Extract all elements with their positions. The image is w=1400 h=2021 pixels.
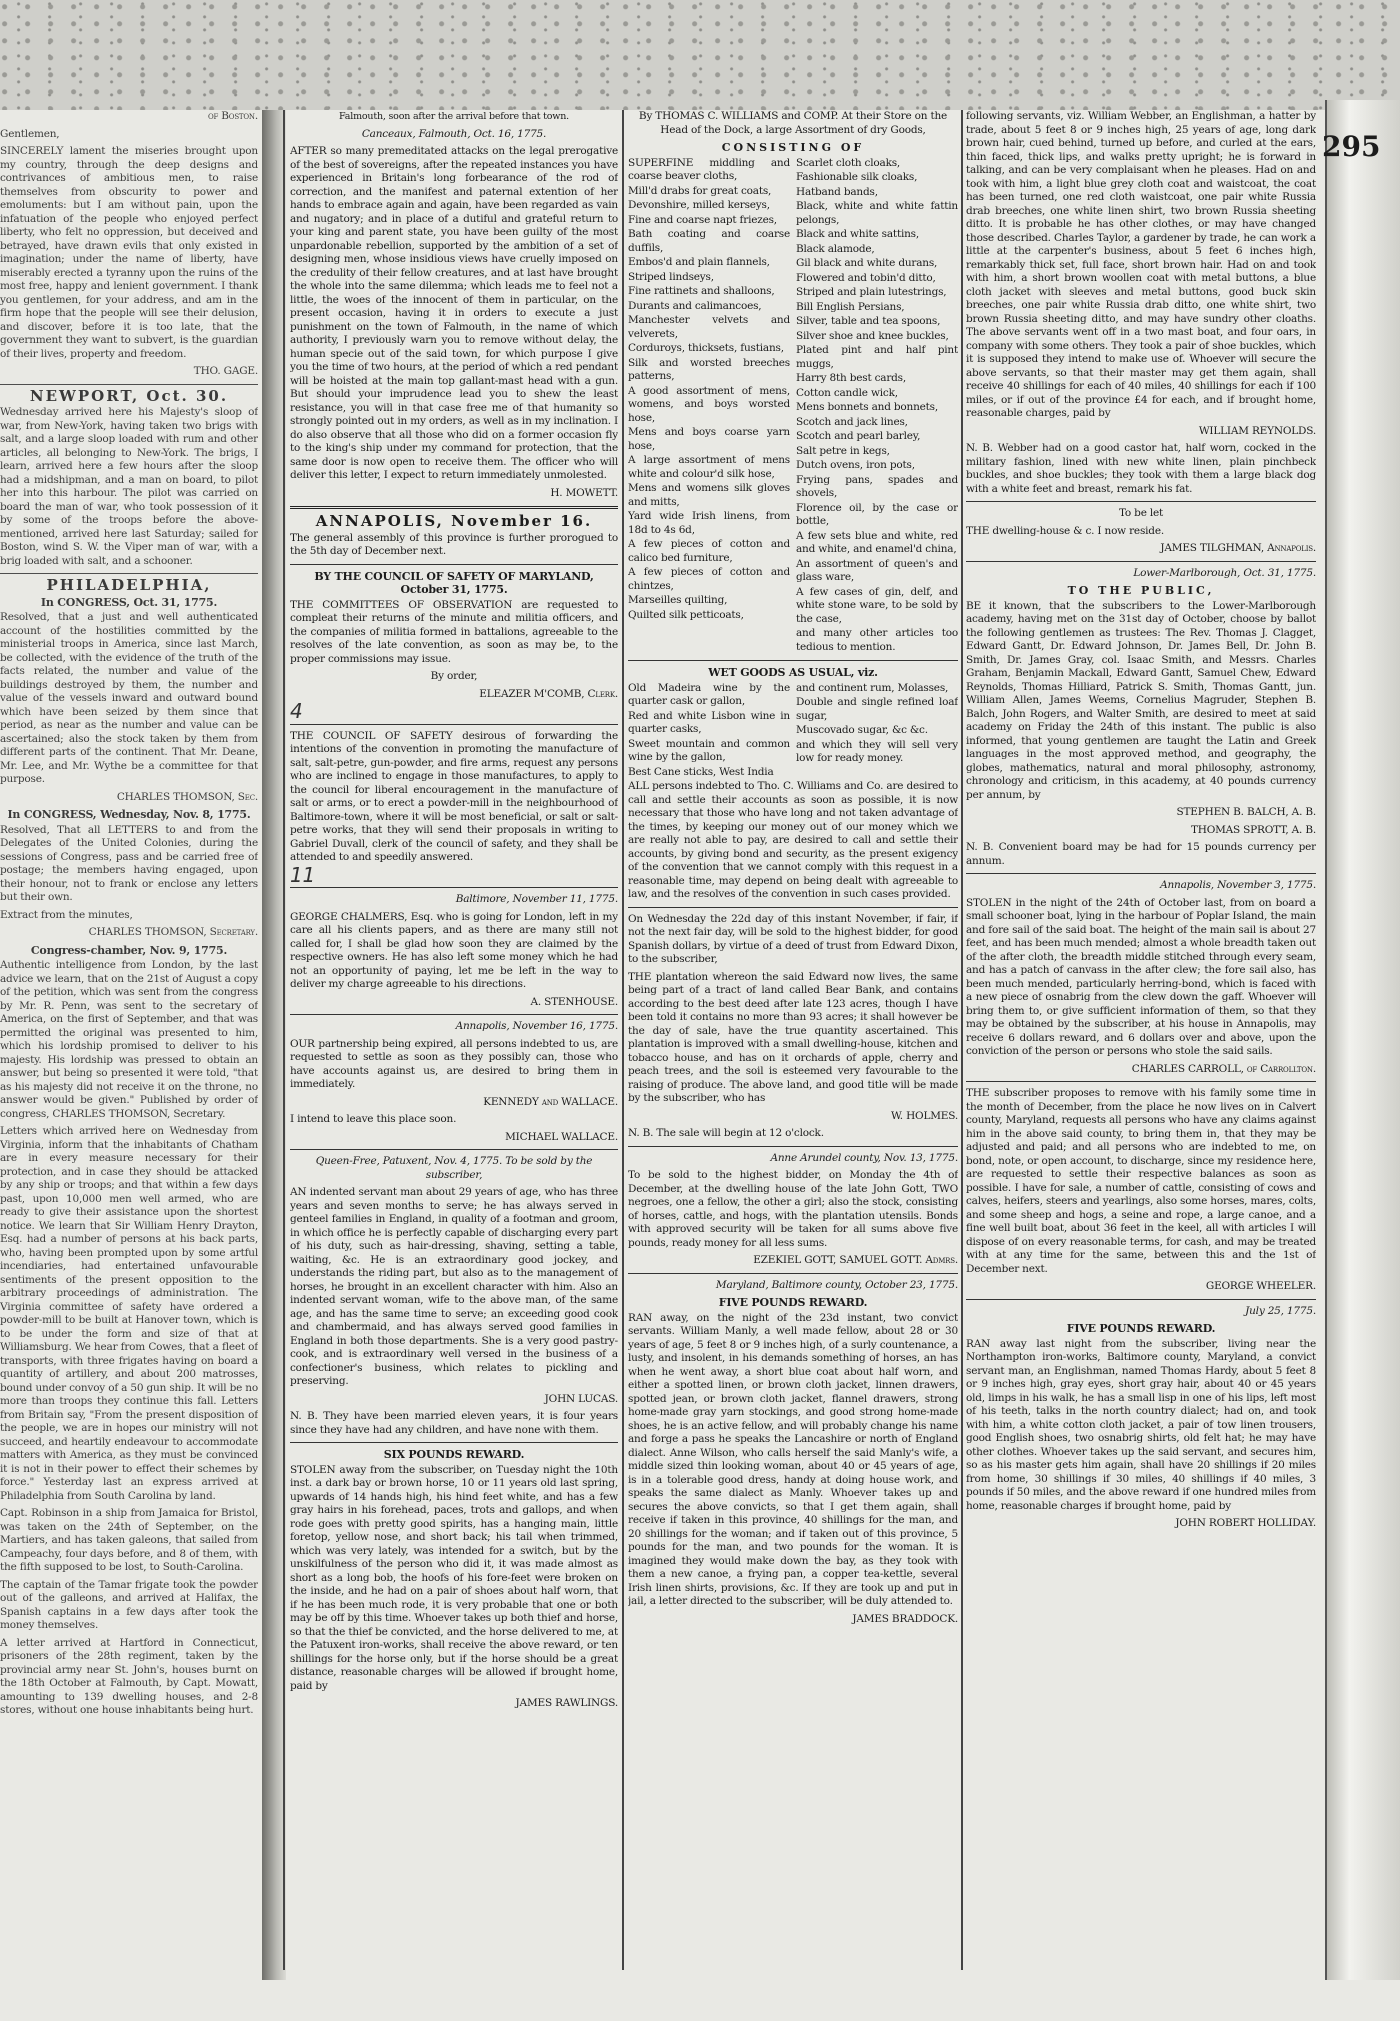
article-body: Resolved, that a just and well authenticated account of the hostilities committed by the ministerial troops in America, since last March, be collected, with the evidence of the truth of the facts related, the number and value of the buildings destroyed by them, the number and value of the vessels inward and outward bound which have been seized by them since that period, as near as the number and value can be ascertained; also the stock taken by them from different parts of the continent. That Mr. Deane, Mr. Lee, and Mr. Wythe be a committee for that purpose. (0, 611, 258, 785)
article-body: RAN away last night from the subscriber, living near the Northampton iron-works, Baltimore county, Maryland, a convict servant man, an Englishman, named Thomas Hardy, about 5 feet 8 or 9 inches high, gray eyes, short gray hair, about 40 or 45 years old, limps in his walk, he has a small lisp in one of his lips, left most of his teeth, talks in the north country dialect; had on, and took with him, a white cotton cloth jacket, a pair of tow linen trousers, good English shoes, two osnabrig shirts, old felt hat; he may have other clothes. Whoever takes up the said servant, and secures him, so as his master gets him again, shall have 20 shillings if 20 miles from home, 30 shillings if 30 miles, 40 shillings if 40 miles, 3 pounds if 50 miles, and the above reward if one hundred miles from home, reasonable charges if brought home, paid by (966, 1337, 1316, 1512)
signature: JOHN ROBERT HOLLIDAY. (1175, 1517, 1316, 1529)
wet-goods-item: and continent rum, Molasses, (796, 681, 949, 694)
dateline: Baltimore, November 11, 1775. (455, 893, 618, 905)
article-body: N. B. The sale will begin at 12 o'clock. (628, 1127, 824, 1139)
divider (290, 1149, 618, 1150)
subheading: WET GOODS AS USUAL, viz. (708, 666, 878, 679)
dateline: Queen-Free, Patuxent, Nov. 4, 1775. To be sold by the subscriber, (315, 1155, 593, 1181)
article-body: THE COMMITTEES OF OBSERVATION are requested to compleat their returns of the minute and militia officers, and the companies of militia formed in battalions, agreeable to the resolves of the late convention, as soon as may be, to the proper commissions may issue. (290, 598, 618, 665)
goods-item: Mill'd drabs for great coats, (628, 184, 772, 197)
signature: KENNEDY and WALLACE. (483, 1095, 618, 1108)
article-body: Authentic intelligence from London, by the last advice we learn, that on the 21st of August a copy of the petition, which was sent from the congress by Mr. R. Penn, was sent to the secretary of America, on the first of September, and that was permitted the original was presented to him, which his lordship promised to deliver to his majesty. His lordship was pressed to obtain an answer, but being so presented it were told, "that as his majesty did not receive it on the throne, no answer would be given." Published by order of congress, CHARLES THOMSON, Secretary. (0, 959, 258, 1120)
subheading: BY THE COUNCIL OF SAFETY OF MARYLAND, October 31, 1775. (314, 569, 594, 596)
dateline: Lower-Marlborough, Oct. 31, 1775. (1133, 566, 1316, 579)
divider (290, 887, 618, 888)
divider (290, 564, 618, 565)
dateline: Falmouth, soon after the arrival before that town. (339, 111, 569, 122)
goods-item: Striped lindseys, (628, 270, 714, 283)
article-body: Letters which arrived here on Wednesday from Virginia, inform that the inhabitants of Chatham are in every measure necessary for their protection, and in case they should be attacked by any ship or troops; and that within a few days past, upon 10,000 men well armed, who are ready to give their assistance upon the shortest notice. We learn that Sir William Henry Drayton, Esq. had a number of persons at his back parts, who, having been prompted upon by some artful incendiaries, had entertained unfavourable sentiments of the present opposition to the arbitrary proceedings of administration. The Virginia committee of safety have ordered a powder-mill to be built at Hanover town, which is to be under the form and size of that at Williamsburg. We hear from Cowes, that a fleet of transports, with three frigates having on board a quantity of artillery, and about 200 matrosses, bound under convoy of a 50 gun ship. It will be no more than troops they continue this fall. Letters from Britain say, "From the present disposition of the people, we are in hopes our ministry will not succeed, and heartily endeavour to accommodate matters with America, as they must be convinced it is not in their power to effect their schemes by force." Yesterday last an express arrived at Philadelphia from South Carolina by land. (0, 1125, 258, 1502)
dateline: Anne Arundel county, Nov. 13, 1775. (770, 1151, 958, 1164)
divider (628, 1273, 958, 1274)
signature: JAMES RAWLINGS. (515, 1697, 618, 1709)
article-body: N. B. They have been married eleven years, it is four years since they have had any children, and have none with them. (290, 1410, 618, 1436)
dateline: Canceaux, Falmouth, Oct. 16, 1775. (361, 127, 547, 140)
divider (0, 384, 258, 385)
wet-goods-item: Double and single refined loaf sugar, (796, 696, 958, 722)
column-rule (622, 110, 624, 1970)
column-1 (290, 110, 618, 1950)
column-rule (961, 110, 963, 1970)
section-heading: NEWPORT, Oct. 30. (29, 386, 229, 405)
goods-item: Silk and worsted breeches patterns, (628, 356, 790, 382)
wet-goods-right (796, 682, 958, 781)
goods-item: Fine and coarse napt friezes, (628, 213, 777, 226)
signature: THOMAS SPROTT, A. B. (1190, 823, 1316, 836)
handwritten-mark: 4 (290, 699, 303, 723)
article-body: THE COUNCIL OF SAFETY desirous of forwarding the intentions of the convention in promoting the manufacture of salt, salt-petre, gun-powder, and fire arms, request any persons who are inclined to engage in those manufactures, to apply to the council for liberal encouragement in the manufacture of salt or arms, or to erect a powder-mill in the neighbourhood of Baltimore-town, where it will be most beneficial, or salt or salt-petre works, that they will send their proposals in writing to Gabriel Duvall, clerk of the council of safety, and they shall be attended to and speedily answered. (290, 729, 618, 863)
signature: CHARLES CARROLL, of Carrollton. (1131, 1062, 1316, 1075)
article-body: A letter arrived at Hartford in Connecticut, prisoners of the 28th regiment, taken by the provincial army near St. John's, houses burnt on the 18th October at Falmouth, by Capt. Mowatt, amounting to 139 dwelling houses, and 2-8 stores, without one house inhabitants being hurt. (0, 1636, 258, 1716)
goods-item: Florence oil, by the case or bottle, (796, 501, 958, 527)
goods-item: Devonshire, milled kerseys, (628, 199, 770, 211)
signature: JOHN LUCAS. (544, 1392, 618, 1405)
column-rule (283, 110, 285, 1970)
wet-goods-item: Best Cane sticks, West India (628, 765, 774, 778)
dateline: Annapolis, November 16, 1775. (455, 1020, 618, 1032)
signature-name: EZEKIEL GOTT, (753, 1254, 837, 1266)
article-body: On Wednesday the 22d day of this instant November, if fair, if not the next fair day, will be sold to the highest bidder, for good Spanish dollars, by virtue of a deed of trust from Edward Dixon, to the subscriber, (628, 912, 958, 965)
subheading: CONSISTING OF (721, 141, 865, 154)
section-heading: ANNAPOLIS, November 16. (315, 512, 593, 530)
goods-item: Embos'd and plain flannels, (628, 256, 770, 268)
signature: CHARLES THOMSON, Secretary. (88, 926, 258, 938)
divider (966, 1081, 1316, 1082)
goods-item: Scotch and jack lines, (796, 415, 908, 428)
wet-goods-item: Muscovado sugar, &c &c. (796, 724, 928, 736)
goods-list-right (796, 157, 958, 656)
article-body: STOLEN away from the subscriber, on Tuesday night the 10th inst. a dark bay or brown horse, 10 or 11 years old last spring, upwards of 14 hands high, his hind feet white, and has a few gray hairs in his forehead, paces, trots and gallops, and when rode goes with pretty good spirits, has a hanging main, little foretop, yellow nose, and short back; his tail when trimmed, which was very lately, was intended for a switch, but by the unskilfulness of the person who did it, it was made almost as short as a long bob, the hoofs of his fore-feet were broken on the inside, and he had on a pair of shoes about half worn, that if he has been much rode, it is very probable that one or both may be off by this time. Whoever takes up both thief and horse, so that the thief be convicted, and the horse delivered to me, at the Patuxent iron-works, shall receive the above reward, or ten shillings for the horse only, but if the horse should be a great distance, reasonable charges will be allowed if brought home, paid by (290, 1463, 618, 1692)
goods-item: Striped and plain lutestrings, (796, 286, 947, 298)
goods-item: A few pieces of cotton and calico bed furniture, (628, 538, 790, 564)
goods-item: Yard wide Irish linens, from 18d to 4s 6d, (628, 510, 790, 536)
ad-header: By THOMAS C. WILLIAMS and COMP. At their Store on the Head of the Dock, a large Assortment of dry Goods, (638, 110, 948, 136)
divider (290, 1442, 618, 1443)
article-body: THE subscriber proposes to remove with his family some time in the month of December, from the place he now lives on in Calvert county, Maryland, requests all persons who have any claims against him in the above said county, to bring them in, that they may be adjusted and paid; and all persons who are indebted to me, on bond, note, or open account, to discharge, since my residence here, are requested to settle their respective balances as soon as possible. I have for sale, a number of cattle, consisting of cows and calves, heifers, steers and yearlings, also some horses, mares, colts, and some sheep and hogs, a seine and rope, a large canoe, and a fine well built boat, about 36 feet in the keel, all with articles I will dispose of on every reasonable terms, for cash, and may be treated with at any time for the same, between this and the 1st of December next. (966, 1087, 1316, 1275)
dateline: of Boston. (207, 110, 258, 122)
article-body: N. B. Webber had on a good castor hat, half worn, cocked in the military fashion, lined with new white linen, plain pinchbeck buckles, and shoe buckles; they took with them a large black dog with a white feet and breast, remark his fat. (966, 442, 1316, 495)
signature: A. STENHOUSE. (530, 995, 618, 1008)
goods-item: Cotton candle wick, (796, 386, 898, 399)
subheading: TO THE PUBLIC, (1067, 584, 1215, 597)
goods-item: Frying pans, spades and shovels, (796, 473, 958, 499)
signature: JAMES TILGHMAN, Annapolis. (1160, 542, 1316, 554)
goods-item: Corduroys, thicksets, fustians, (628, 342, 784, 354)
article-body: STOLEN in the night of the 24th of October last, from on board a small schooner boat, lying in the harbour of Poplar Island, the main and fore sail of the said boat. The height of the main sail is about 27 feet, and has been much mended; almost a whole breadth taken out of the after cloth, the breadth middle stitched through every seam, and has a patch of canvass in the after clew; the fore sail also, has been much mended, particularly herring-bond, which is faced with a new piece of osnabrig from the clew down the gaff. Whoever will bring them to, or give sufficient information of them, so that they may be obtained by the subscriber, at his house in Annapolis, may receive 6 dollars reward, and 6 dollars over and above, upon the conviction of the person or persons who stole the said sails. (966, 896, 1316, 1057)
subheading: In CONGRESS, Wednesday, Nov. 8, 1775. (7, 808, 251, 821)
subheading: In CONGRESS, Oct. 31, 1775. (40, 595, 218, 609)
column-3 (966, 110, 1316, 1950)
divider (0, 573, 258, 574)
article-body: OUR partnership being expired, all persons indebted to us, are requested to settle as soon as they possibly can, those who have accounts against us, are desired to bring them in immediately. (290, 1037, 618, 1090)
signature: WILLIAM REYNOLDS. (1198, 424, 1316, 437)
goods-item: SUPERFINE middling and coarse beaver cloths, (628, 156, 790, 182)
divider (966, 501, 1316, 502)
goods-item: Quilted silk petticoats, (628, 608, 744, 621)
goods-item: A few pieces of cotton and chintzes, (628, 566, 790, 592)
divider (290, 1014, 618, 1015)
goods-item: An assortment of queen's and glass ware, (796, 557, 958, 583)
subheading: To be let (1118, 507, 1164, 519)
goods-item: Fashionable silk cloaks, (796, 171, 918, 183)
wet-goods-item: Old Madeira wine by the quarter cask or gallon, (628, 681, 790, 707)
article-body: Extract from the minutes, (0, 908, 133, 921)
signature: ELEAZER M'COMB, Clerk. (479, 687, 618, 700)
signature: W. HOLMES. (891, 1109, 958, 1122)
goods-item: Scarlet cloth cloaks, (796, 156, 901, 169)
goods-item: Black and white sattins, (796, 228, 920, 240)
page-number: 295 (1322, 130, 1381, 163)
wet-goods-item: and which they will sell very low for ready money. (796, 738, 958, 764)
goods-item: Mens and womens silk gloves and mitts, (628, 482, 790, 508)
goods-list (628, 157, 958, 656)
article-body: I intend to leave this place soon. (290, 1113, 457, 1125)
goods-item: Gil black and white durans, (796, 257, 938, 269)
signature: GEORGE WHEELER. (1205, 1280, 1316, 1292)
goods-item: and many other articles too tedious to mention. (796, 627, 958, 653)
goods-item: Black, white and white fattin pelongs, (796, 200, 958, 226)
handwritten-mark: 11 (290, 862, 316, 887)
page-edge (1325, 100, 1400, 1980)
goods-item: Silver shoe and knee buckles, (796, 329, 949, 342)
divider (290, 724, 618, 725)
article-body: ALL persons indebted to Tho. C. Williams and Co. are desired to call and settle their accounts as soon as possible, it is now necessary that those who have long and not taken advantage of the times, by keeping our money out of our money which we are really not able to pay, are desired to call and settle their accounts, by giving bond and security, as the present exigency of the convention that we cannot comply with this request in a reasonable time, may depend on being dealt with agreeable to law, and the resolves of the convention in such cases provided. (628, 780, 958, 900)
column-2 (628, 110, 958, 1950)
salutation: Gentlemen, (0, 127, 60, 140)
goods-item: Manchester velvets and velverets, (628, 314, 790, 340)
signature: CHARLES THOMSON, Sec. (116, 790, 258, 803)
goods-item: Marseilles quilting, (628, 594, 728, 606)
article-body: THE dwelling-house & c. I now reside. (966, 524, 1164, 537)
article-body: AN indented servant man about 29 years of age, who has three years and seven months to serve; he has always served in genteel families in England, in quality of a footman and groom, in which office he is perfectly capable of discharging every part of his duty, such as hair-dressing, shaving, setting a table, waiting, &c. He is an extraordinary good jockey, and understands the riding part, but also as to the management of horses, he brought in an excellent character with him. Also an indented servant woman, wife to the above man, of the same age, and has the same time to serve; an exceeding good cook and chambermaid, and has always served good families in England in both those departments. She is a very good pastry-cook, and is extraordinary well versed in the business of a confectioner's business, which relates to pickling and preserving. (290, 1186, 618, 1387)
goods-item: Black alamode, (796, 242, 875, 255)
subheading: FIVE POUNDS REWARD. (1066, 1322, 1216, 1335)
signature: MICHAEL WALLACE. (505, 1130, 618, 1143)
wet-goods-list (628, 682, 958, 781)
article-body: following servants, viz. William Webber, an Englishman, a hatter by trade, about 5 feet 8 or 9 inches high, 25 years of age, long dark brown hair, cued behind, turned up before, and curled at the ears, thin faced, thick lips, and walks pretty upright; he is forward in talking, and can be very complaisant when he pleases. Had on and took with him, a light blue grey cloth coat and waistcoat, the coat has been turned, one red cloth waistcoat, one pair white Russia drab breeches, one white linen shirt, two brown Russia sheeting ditto. It is probable he has other clothes, or may have changed those described. Charles Taylor, a gardener by trade, he can work a little at the carpenter's business, about 5 feet 6 inches high, remarkably thick set, full face, short brown hair. Had on and took with him, a short brown woollen coat with metal buttons, a blue cloth jacket with sleeves and metal buttons, good buck skin breeches, one pair white Russia drab ditto, one white shirt, two brown Russia sheeting ditto, and may have sundry other cloaths. The above servants went off in a two mast boat, and four oars, in company with some others. They took a pair of shoe buckles, which it is supposed they intend to make use of. Whoever will secure the above servants, so that their master may get them again, shall receive 40 shillings for each of 40 miles, 40 shillings for each if 100 miles, or if out of the province £4 for each, and if brought home, reasonable charges, paid by (966, 110, 1316, 419)
goods-list-left (628, 157, 790, 656)
goods-item: Mens and boys coarse yarn hose, (628, 426, 790, 452)
goods-item: A few sets blue and white, red and white, and enamel'd china, (796, 529, 958, 555)
article-body: The general assembly of this province is further prorogued to the 5th day of December next. (290, 531, 618, 557)
goods-item: Plated pint and half pint muggs, (796, 344, 958, 370)
article-body: Resolved, That all LETTERS to and from the Delegates of the United Colonies, during the sessions of Congress, pass and be carried free of postage; the members having engaged, upon their honour, not to frank or enclose any letters but their own. (0, 823, 258, 903)
article-body: N. B. Convenient board may be had for 15 pounds currency per annum. (966, 841, 1316, 867)
goods-item: Salt petre in kegs, (796, 444, 890, 457)
article-body: The captain of the Tamar frigate took the powder out of the galleons, and arrived at Halifax, the Spanish captains in a few days after took the money themselves. (0, 1578, 258, 1631)
article-body: AFTER so many premeditated attacks on the legal prerogative of the best of sovereigns, after the repeated instances you have experienced in Britain's long forbearance of the rod of correction, and the manifest and paternal extention of her hands to embrace again and again, have been regarded as vain and nugatory; and in place of a dutiful and grateful return to your king and parent state, you have been guilty of the most unpardonable rebellion, supported by the ambition of a set of designing men, whose insidious views have cruelly imposed on the credulity of their fellow creatures, and at last have brought the whole into the same dilemma; which leads me to feel not a little, the woes of the innocent of them in particular, on the present occasion, having it in orders to execute a just punishment on the town of Falmouth, in the name of which authority, I previously warn you to remove without delay, the human specie out of the said town, for which purpose I give you the time of two hours, at the period of which a red pendant will be hoisted at the main top gallant-mast head with a gun. But should your imprudence lead you to shew the least resistance, you will in that case free me of that humanity so strongly pointed out in my orders, as well as in my inclination. I do also observe that all those who did on a former occasion fly to the king's ship under my command for protection, that the same door is now open to receive them. The officer who will deliver this letter, I expect to return immediately unmolested. (290, 145, 618, 481)
article-body: GEORGE CHALMERS, Esq. who is going for London, left in my care all his clients papers, and as there are many still not called for, I shall be glad how soon they are claimed by the respective owners. He has also left some money which he had not an opportunity of paying, let me be left in the way to deliver my charge agreeable to his directions. (290, 910, 618, 990)
signature: H. MOWETT. (550, 486, 618, 499)
subheading: SIX POUNDS REWARD. (383, 1448, 525, 1461)
divider (966, 1299, 1316, 1300)
goods-item: A good assortment of mens, womens, and boys worsted hose, (628, 384, 790, 424)
article-body: To be sold to the highest bidder, on Monday the 4th of December, at the dwelling house of the late John Gott, TWO negroes, one a fellow, the other a girl; also the stock, consisting of horses, cattle, and hogs, with the plantation utensils. Bonds with approved security will be taken for all sums above five pounds, ready money for all less sums. (628, 1169, 958, 1249)
divider (290, 506, 618, 509)
signature (628, 1254, 958, 1268)
signature-name: SAMUEL GOTT. (839, 1254, 923, 1266)
wet-goods-item: Sweet mountain and common wine by the gallon, (628, 737, 790, 763)
dateline: July 25, 1775. (1245, 1304, 1316, 1317)
goods-item: Flowered and tobin'd ditto, (796, 271, 936, 284)
column-facing-page (0, 110, 258, 1950)
dateline: Annapolis, November 3, 1775. (1160, 879, 1316, 891)
goods-item: Durants and calimancoes, (628, 299, 762, 312)
divider (628, 1146, 958, 1147)
divider (966, 561, 1316, 562)
subheading: Congress-chamber, Nov. 9, 1775. (30, 943, 228, 957)
article-body: By order, (430, 670, 478, 682)
goods-item: Fine rattinets and shalloons, (628, 285, 775, 297)
article-body: RAN away, on the night of the 23d instant, two convict servants. William Manly, a well made fellow, about 28 or 30 years of age, 5 feet 8 or 9 inches high, of a surly countenance, a lusty, and insolent, in his demands something of horses, an has when he went away, a short blue coat about half worn, and either a spotted linen, or brown cloth jacket, linnen drawers, spotted jean, or brown cloth jacket, flannel drawers, strong home-made gray yarn stockings, and good strong home-made shoes, he is an active fellow, and will probably change his name and forge a pass he speaks the Lancashire or north of England dialect. Anne Wilson, who calls herself the said Manly's wife, a middle sized thin looking woman, about 40 or 45 years of age, is in a tolerable good dress, handy at doing house work, and speaks the same dialect as Manly. Whoever takes up and secures the above convicts, so that I get them again, shall receive if taken in this province, 40 shillings for the man, and 20 shillings for the woman; and if taken out of this province, 5 pounds for the man, and two pounds for the woman. It is imagined they would make down the bay, as they took with them a new canoe, a frying pan, a copper tea-kettle, several Irish linen shirts, provisions, &c. If they are took up and put in jail, a letter directed to the subscriber, will be duly attended to. (628, 1311, 958, 1607)
goods-item: Bill English Persians, (796, 300, 905, 313)
scan-noise-band (0, 0, 1400, 110)
goods-item: Dutch ovens, iron pots, (796, 459, 915, 471)
goods-item: Silver, table and tea spoons, (796, 315, 941, 327)
goods-item: Harry 8th best cards, (796, 372, 907, 384)
article-body: BE it known, that the subscribers to the Lower-Marlborough academy, having met on the 31st day of October, choose by ballot the following gentlemen as trustees: The Rev. Thomas J. Clagget, Edward Gantt, Dr. Edward Johnson, Dr. James Bell, Dr. John B. Smith, Dr. James Gray, col. Isaac Smith, and Messrs. Charles Graham, Benjamin Mackall, Edward Gantt, Samuel Chew, Edward Reynolds, Thomas Hilliard, Patrick S. Smith, Thomas Gantt, jun. William Allen, James Weems, Cornelius Magruder, Stephen B. Balch, John Rogers, and Walter Smith, are desired to meet at said academy on Friday the 24th of this instant. The public is also informed, that young gentlemen are taught the Latin and Greek languages in the most approved method, and geography, the globes, mathematics, natural and moral philosophy, astronomy, chronology and criticism, in this academy, at 40 pounds currency per annum, by (966, 599, 1316, 801)
goods-item: A few cases of gin, delf, and white stone ware, to be sold by the case, (796, 585, 958, 625)
signature: JAMES BRADDOCK. (852, 1612, 958, 1625)
divider (628, 660, 958, 661)
goods-item: Bath coating and coarse duffils, (628, 228, 790, 254)
section-heading: PHILADELPHIA, (46, 576, 212, 594)
article-body: SINCERELY lament the miseries brought upon my country, through the deep designs and contrivances of ambitious men, to raise themselves from obscurity to power and emoluments: but I am without pain, upon the infatuation of the people who enjoyed perfect liberty, who felt no oppression, but deceived and betrayed, have drawn evils that only existed in imagination; under the name of liberty, have miserably erected a tyranny upon the ruins of the most free, happy and lenient government. I thank you gentlemen, for your address, and am in the firm hope that the people will see their delusion, and discover, before it is too late, that the government they want to subvert, is the guardian of their lives, property and freedom. (0, 145, 258, 360)
goods-item: Hatband bands, (796, 185, 878, 198)
signature: THO. GAGE. (193, 365, 258, 377)
dateline: Maryland, Baltimore county, October 23, 1775. (715, 1278, 958, 1291)
goods-item: A large assortment of mens white and colour'd silk hose, (628, 454, 790, 480)
article-body: Wednesday arrived here his Majesty's sloop of war, from New-York, having taken two brigs with salt, and a large sloop loaded with rum and other articles, all belonging to New-York. The brigs, I learn, arrived here a few hours after the sloop had a midshipman, and a man on board, to pilot her into this harbour. The pilot was carried on board the man of war, who took possession of it by some of the troops before the above-mentioned, arrived here last Saturday; sailed for Boston, wind S. W. the Viper man of war, with a brig loaded with salt, and a schooner. (0, 406, 258, 567)
signature: STEPHEN B. BALCH, A. B. (1176, 806, 1316, 818)
signature-role: Admrs. (925, 1254, 958, 1266)
wet-goods-item: Red and white Lisbon wine in quarter casks, (628, 709, 790, 735)
article-body: THE plantation whereon the said Edward now lives, the same being part of a tract of land called Bear Bank, and contains according to the best deed after late 123 acres, though I have been told it contains no more than 93 acres; it shall however be the day of sale, have the true quantity ascertained. This plantation is improved with a small dwelling-house, kitchen and tobacco house, and has on it orchards of apple, cherry and peach trees, and the soil is esteemed very favourable to the raising of produce. The above land, and good title will be made by the subscriber, who has (628, 970, 958, 1104)
goods-item: Mens bonnets and bonnets, (796, 401, 938, 413)
goods-item: Scotch and pearl barley, (796, 430, 921, 442)
wet-goods-left (628, 682, 790, 781)
subheading: FIVE POUNDS REWARD. (718, 1296, 868, 1309)
divider (628, 907, 958, 908)
divider (966, 873, 1316, 874)
article-body: Capt. Robinson in a ship from Jamaica for Bristol, was taken on the 24th of September, on the Martiers, and has taken galeons, that sailed from Campeachy, four days before, and 8 of them, with the fifth supposed to be lost, to South-Carolina. (0, 1507, 258, 1573)
